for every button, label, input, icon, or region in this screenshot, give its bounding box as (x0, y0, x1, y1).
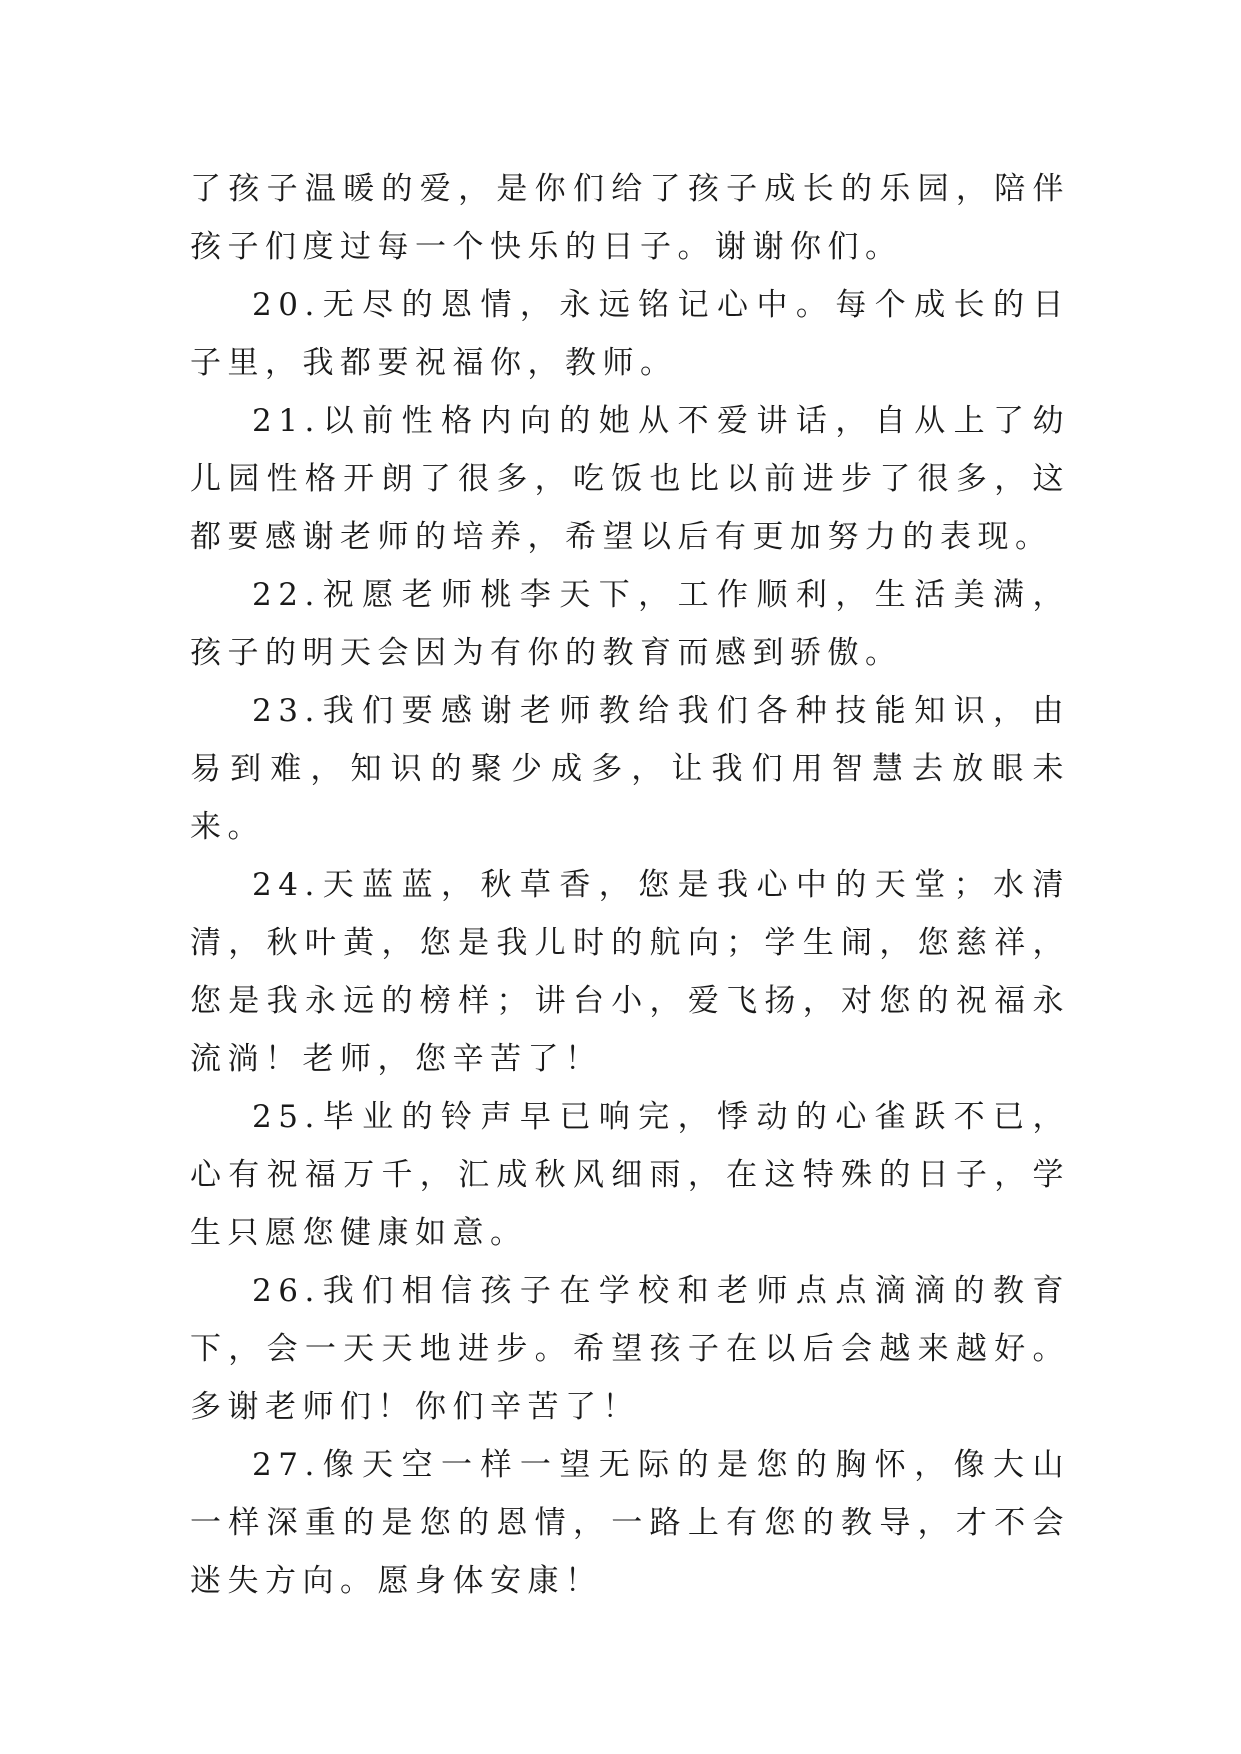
paragraph-item-21: 21.以前性格内向的她从不爱讲话，自从上了幼儿园性格开朗了很多，吃饭也比以前进步了很多，这都要感谢老师的培养，希望以后有更加努力的表现。 (190, 403, 1070, 555)
paragraph-item-27: 27.像天空一样一望无际的是您的胸怀，像大山一样深重的是您的恩情，一路上有您的教导，才不会迷失方向。愿身体安康！ (190, 1447, 1070, 1599)
paragraph-item-22: 22.祝愿老师桃李天下，工作顺利，生活美满，孩子的明天会因为有你的教育而感到骄傲。 (190, 577, 1070, 671)
paragraph-continuation: 了孩子温暖的爱，是你们给了孩子成长的乐园，陪伴孩子们度过每一个快乐的日子。谢谢你们。 (190, 171, 1070, 265)
document-body (190, 160, 1070, 1610)
paragraph-item-25: 25.毕业的铃声早已响完，悸动的心雀跃不已，心有祝福万千，汇成秋风细雨，在这特殊的日子，学生只愿您健康如意。 (190, 1099, 1070, 1251)
paragraph-item-23: 23.我们要感谢老师教给我们各种技能知识，由易到难，知识的聚少成多，让我们用智慧去放眼未来。 (190, 693, 1070, 845)
paragraph-item-24: 24.天蓝蓝，秋草香，您是我心中的天堂；水清清，秋叶黄，您是我儿时的航向；学生闹，您慈祥，您是我永远的榜样；讲台小，爱飞扬，对您的祝福永流淌！老师，您辛苦了！ (190, 867, 1070, 1077)
paragraph-item-20: 20.无尽的恩情，永远铭记心中。每个成长的日子里，我都要祝福你，教师。 (190, 287, 1070, 381)
paragraph-item-26: 26.我们相信孩子在学校和老师点点滴滴的教育下，会一天天地进步。希望孩子在以后会越来越好。多谢老师们！你们辛苦了！ (190, 1273, 1070, 1425)
